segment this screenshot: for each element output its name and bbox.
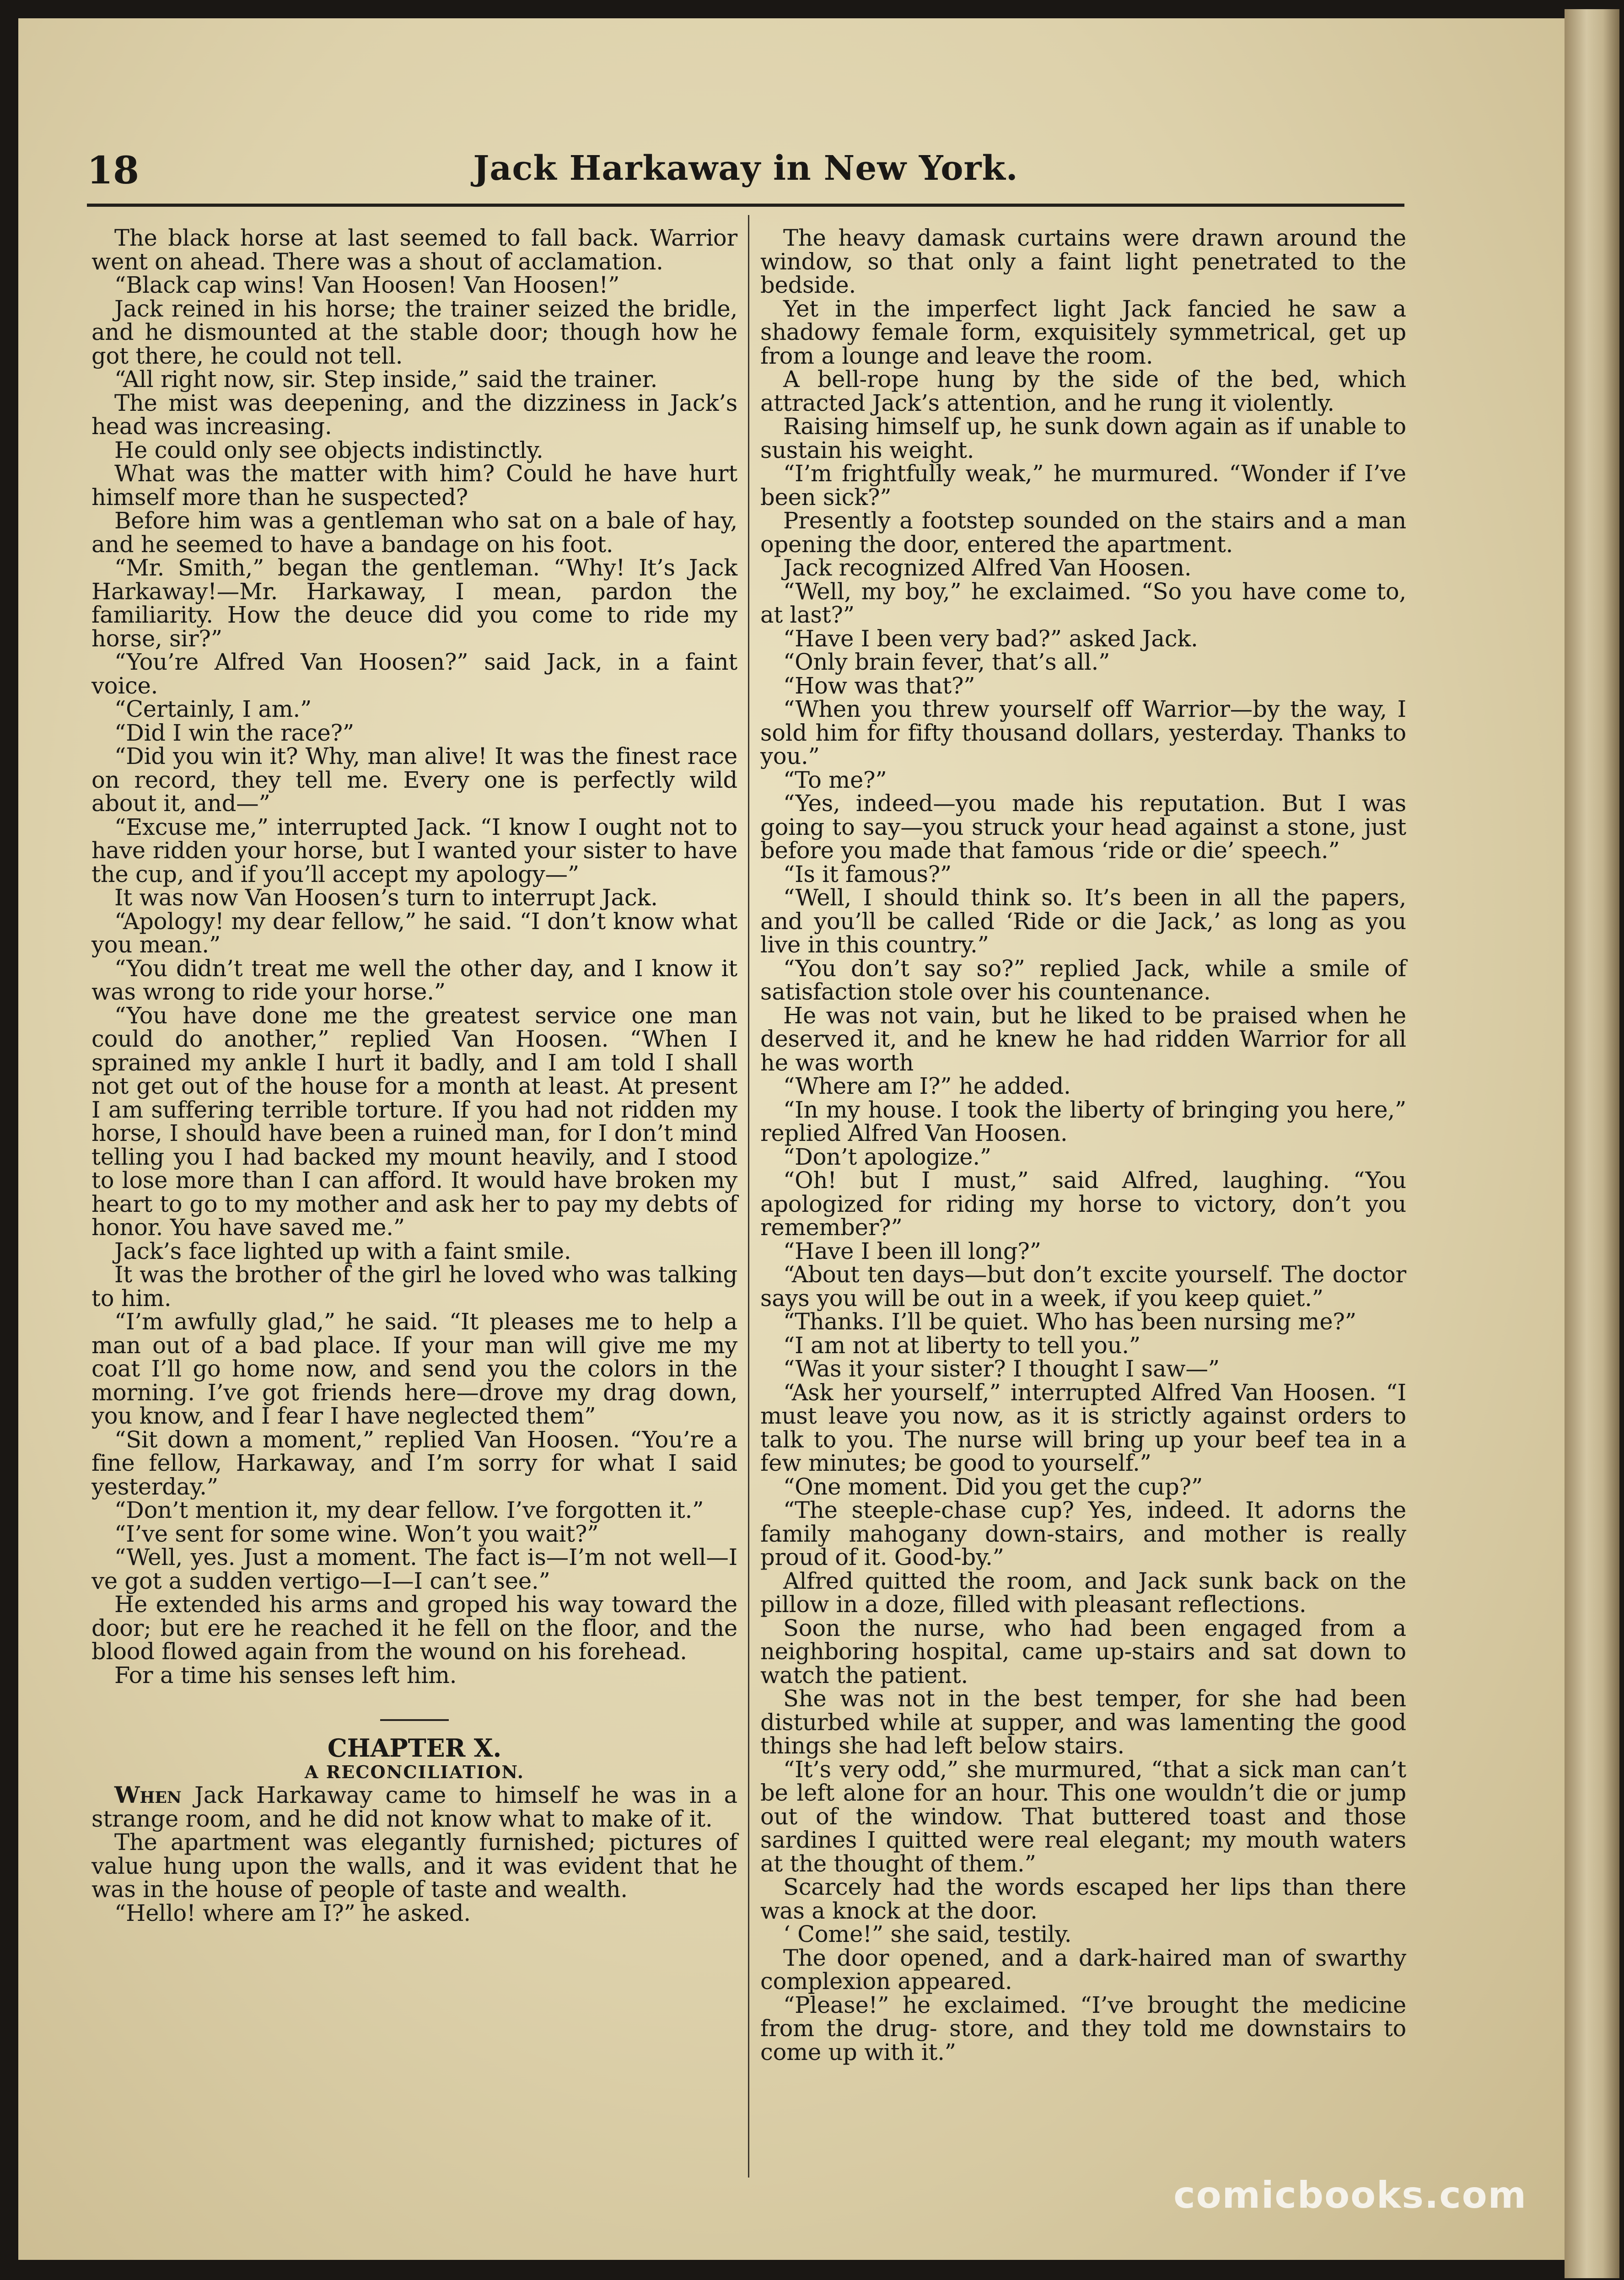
paragraph: “I’ve sent for some wine. Won’t you wait?” [114, 1520, 599, 1547]
paragraph: “Is it famous?” [783, 860, 952, 887]
paragraph: “Black cap wins! Van Hoosen! Van Hoosen!” [114, 272, 620, 298]
paragraph: “Hello! where am I?” he asked. [114, 1899, 471, 1926]
paragraph: “How was that?” [783, 672, 975, 699]
paragraph: “Oh! but I must,” said Alfred, laughing. “You apologized for riding my horse to victory, don’t you remember?” [760, 1167, 1406, 1241]
paragraph: It was the brother of the girl he loved who was talking to him. [91, 1261, 737, 1312]
paragraph: The apartment was elegantly furnished; pictures of value hung upon the walls, and it was evident that he was in the house of people of taste and wealth. [91, 1829, 737, 1903]
paragraph: “Thanks. I’ll be quiet. Who has been nursing me?” [783, 1308, 1356, 1335]
chapter-opening-word: When [114, 1782, 182, 1808]
paragraph: Yet in the imperfect light Jack fancied he saw a shadowy female form, exquisitely symmetrical, get up from a lounge and leave the room. [760, 295, 1406, 369]
paragraph: Raising himself up, he sunk down again as if unable to sustain his weight. [760, 413, 1406, 463]
chapter-opening-text: Jack Harkaway came to himself he was in a strange room, and he did not know what to make of it. [91, 1782, 737, 1832]
paragraph: “Have I been ill long?” [783, 1237, 1041, 1264]
paragraph: “Have I been very bad?” asked Jack. [783, 625, 1198, 652]
paragraph: Alfred quitted the room, and Jack sunk back on the pillow in a doze, filled with pleasant reflections. [760, 1567, 1406, 1618]
paragraph: For a time his senses left him. [114, 1662, 457, 1688]
paragraph: Before him was a gentleman who sat on a bale of hay, and he seemed to have a bandage on his foot. [91, 507, 737, 558]
paragraph: “To me?” [783, 766, 887, 793]
paragraph: “I’m frightfully weak,” he murmured. “Wonder if I’ve been sick?” [760, 460, 1406, 511]
paragraph: “Well, I should think so. It’s been in all the papers, and you’ll be called ‘Ride or die Jack,’ as long as you live in this country.” [760, 884, 1406, 958]
page-header [87, 149, 1404, 199]
paragraph: “The steeple-chase cup? Yes, indeed. It adorns the family mahogany down-stairs, and mother is really proud of it. Good-by.” [760, 1497, 1406, 1570]
paragraph: “You’re Alfred Van Hoosen?” said Jack, in a faint voice. [91, 649, 737, 699]
paragraph: “In my house. I took the liberty of bringing you here,” replied Alfred Van Hoosen. [760, 1096, 1406, 1146]
paragraph: “Did I win the race?” [114, 719, 354, 746]
paragraph: She was not in the best temper, for she had been disturbed while at supper, and was lamenting the good things she had left below stairs. [760, 1685, 1406, 1759]
paragraph: “Did you win it? Why, man alive! It was the finest race on record, they tell me. Every one is perfectly wild about it, and—” [91, 743, 737, 817]
paragraph: “Well, my boy,” he exclaimed. “So you have come to, at last?” [760, 578, 1406, 628]
paragraph: Soon the nurse, who had been engaged from a neighboring hospital, came up-stairs and sat down to watch the patient. [760, 1614, 1406, 1688]
paragraph: “I am not at liberty to tell you.” [783, 1332, 1141, 1359]
paragraph: “All right now, sir. Step inside,” said the trainer. [114, 366, 658, 393]
column-divider [748, 215, 749, 2178]
paragraph: “It’s very odd,” she murmured, “that a sick man can’t be left alone for an hour. This one wouldn’t die or jump out of the window. That buttered toast and those sardines I quitted were real elegant; my mouth waters at the thought of them.” [760, 1756, 1406, 1877]
scanned-page [18, 18, 1565, 2260]
paragraph: Jack reined in his horse; the trainer seized the bridle, and he dismounted at the stable door; though how he got there, he could not tell. [91, 295, 737, 369]
paragraph: “Well, yes. Just a moment. The fact is—I’m not well—I ve got a sudden vertigo—I—I can’t see.” [91, 1544, 737, 1594]
page-number: 18 [87, 149, 140, 193]
chapter-rule [380, 1719, 449, 1721]
paragraph: “About ten days—but don’t excite yourself. The doctor says you will be out in a week, if you keep quiet.” [760, 1261, 1406, 1312]
watermark: comicbooks.com [1173, 2174, 1527, 2216]
paragraph: Jack recognized Alfred Van Hoosen. [783, 554, 1192, 581]
show-through-text [1446, 156, 1560, 2168]
paragraph: It was now Van Hoosen’s turn to interrupt Jack. [114, 884, 658, 911]
book-spine [1565, 9, 1619, 2278]
paragraph: “One moment. Did you get the cup?” [783, 1473, 1203, 1500]
paragraph: A bell-rope hung by the side of the bed, which attracted Jack’s attention, and he rung it violently. [760, 366, 1406, 416]
paragraph: “Ask her yourself,” interrupted Alfred Van Hoosen. “I must leave you now, as it is strictly against orders to talk to you. The nurse will bring up your beef tea in a few minutes; be good to yourself.” [760, 1379, 1406, 1476]
header-rule [87, 204, 1404, 207]
chapter-title: CHAPTER X. [327, 1733, 502, 1763]
paragraph: “Certainly, I am.” [114, 696, 312, 722]
running-title: Jack Harkaway in New York. [473, 149, 1018, 188]
paragraph: “Where am I?” he added. [783, 1073, 1071, 1099]
paragraph: “Excuse me,” interrupted Jack. “I know I ought not to have ridden your horse, but I wanted your sister to have the cup, and if you’ll accept my apology—” [91, 813, 737, 887]
paragraph: He was not vain, but he liked to be praised when he deserved it, and he knew he had ridden Warrior for all he was worth [760, 1002, 1406, 1076]
paragraph: The black horse at last seemed to fall back. Warrior went on ahead. There was a shout of acclamation. [91, 225, 737, 275]
paragraph: “Mr. Smith,” began the gentleman. “Why! It’s Jack Harkaway!—Mr. Harkaway, I mean, pardon the familiarity. How the deuce did you come to ride my horse, sir?” [91, 554, 737, 652]
paragraph: Jack’s face lighted up with a faint smile. [114, 1237, 571, 1264]
right-column [760, 226, 1406, 2064]
paragraph: “Only brain fever, that’s all.” [783, 649, 1110, 675]
chapter-opening-paragraph [91, 1784, 737, 1831]
left-paragraphs [91, 226, 737, 1687]
paragraph: “Yes, indeed—you made his reputation. But I was going to say—you struck your head against a stone, just before you made that famous ‘ride or die’ speech.” [760, 790, 1406, 864]
left-column [91, 226, 737, 1925]
paragraph: “When you threw yourself off Warrior—by the way, I sold him for fifty thousand dollars, yesterday. Thanks to you.” [760, 696, 1406, 769]
paragraph: “Sit down a moment,” replied Van Hoosen. “You’re a fine fellow, Harkaway, and I’m sorry for what I said yesterday.” [91, 1426, 737, 1500]
paragraph: “Was it your sister? I thought I saw—” [783, 1355, 1220, 1382]
paragraph: The mist was deepening, and the dizziness in Jack’s head was increasing. [91, 389, 737, 440]
right-paragraphs [760, 226, 1406, 2064]
paragraph: “Don’t mention it, my dear fellow. I’ve forgotten it.” [114, 1497, 704, 1523]
paragraph: “I’m awfully glad,” he said. “It pleases me to help a man out of a bad place. If your man will give me my coat I’ll go home now, and send you the colors in the morning. I’ve got friends here—drove my drag down, you know, and I fear I have neglected them” [91, 1308, 737, 1429]
paragraph: “You didn’t treat me well the other day, and I know it was wrong to ride your horse.” [91, 955, 737, 1005]
paragraph: “Apology! my dear fellow,” he said. “I don’t know what you mean.” [91, 908, 737, 958]
paragraph: The heavy damask curtains were drawn around the window, so that only a faint light penetrated to the bedside. [760, 225, 1406, 298]
paragraph: He extended his arms and groped his way toward the door; but ere he reached it he fell on the floor, and the blood flowed again from the wound on his forehead. [91, 1591, 737, 1665]
chapter-subtitle: A RECONCILIATION. [305, 1761, 524, 1782]
left-paragraphs-after [91, 1831, 737, 1925]
paragraph: “You have done me the greatest service one man could do another,” replied Van Hoosen. “When I sprained my ankle I hurt it badly, and I am told I shall not get out of the house for a month at least. At present I am suffering terrible torture. If you had not ridden my horse, I should have been a ruined man, for I don’t mind telling you I had backed my mount heavily, and I stood to lose more than I can afford. It would have broken my heart to go to my mother and ask her to pay my debts of honor. You have saved me.” [91, 1002, 737, 1241]
paragraph: “Don’t apologize.” [783, 1143, 992, 1170]
paragraph: ‘ Come!” she said, testily. [783, 1921, 1072, 1947]
paragraph: The door opened, and a dark-haired man of swarthy complexion appeared. [760, 1944, 1406, 1995]
paragraph: Presently a footstep sounded on the stairs and a man opening the door, entered the apartment. [760, 507, 1406, 558]
paragraph: He could only see objects indistinctly. [114, 436, 543, 463]
paragraph: What was the matter with him? Could he have hurt himself more than he suspected? [91, 460, 737, 511]
paragraph: “You don’t say so?” replied Jack, while a smile of satisfaction stole over his countenance. [760, 955, 1406, 1005]
paragraph: Scarcely had the words escaped her lips than there was a knock at the door. [760, 1874, 1406, 1924]
paragraph: “Please!” he exclaimed. “I’ve brought the medicine from the drug- store, and they told me downstairs to come up with it.” [760, 1991, 1406, 2065]
